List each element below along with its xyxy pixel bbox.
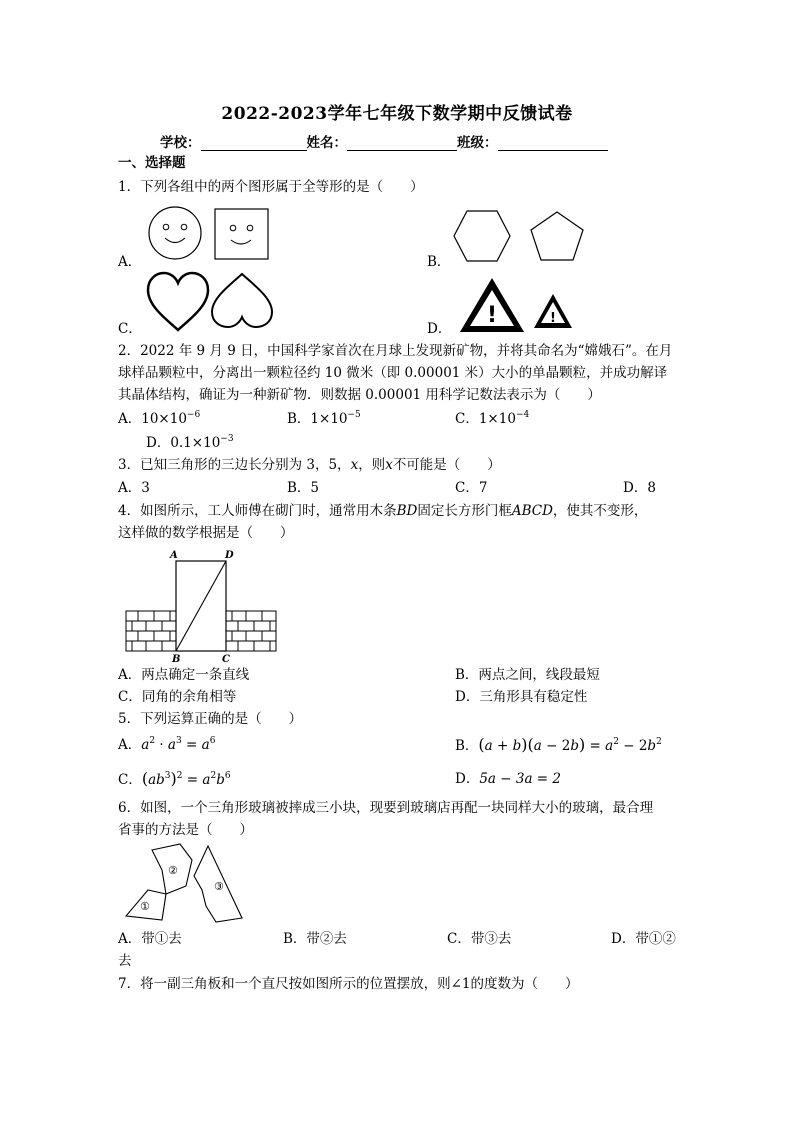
name-label: 姓名： [306, 135, 347, 151]
q3-option-b[interactable]: B．5 [287, 480, 320, 496]
school-blank[interactable] [201, 136, 307, 151]
q1-option-d[interactable]: D． [427, 321, 452, 337]
q6-option-d-wrap: 去 [118, 953, 132, 969]
name-blank[interactable] [347, 136, 457, 151]
q6-option-c[interactable]: C．带③去 [447, 931, 512, 947]
pentagon-figure [528, 210, 586, 262]
vertex-a-label: A [170, 550, 178, 561]
q3-option-d[interactable]: D．8 [623, 480, 656, 496]
q3-option-a[interactable]: A．3 [118, 480, 150, 496]
warning-glyph-large: ! [486, 303, 498, 328]
q7-stem: 7．将一副三角板和一个直尺按如图所示的位置摆放，则∠1的度数为（ ） [118, 976, 579, 992]
q1-option-c[interactable]: C． [118, 321, 142, 337]
door-frame-figure [122, 547, 280, 663]
q4-option-b[interactable]: B．两点之间，线段最短 [455, 667, 600, 683]
warning-sign-small [532, 292, 574, 330]
q5-option-b[interactable]: B．$(a + b)(a - 2b) = a^2 - 2b^2$ [455, 735, 662, 754]
exam-info-row [160, 131, 608, 151]
q2-option-a[interactable]: A．$10\times 10^{-6}$ [118, 410, 201, 427]
q1-option-b[interactable]: B． [427, 254, 451, 270]
q5-stem: 5．下列运算正确的是（ ） [118, 711, 303, 727]
q2-line-3: 其晶体结构，确证为一种新矿物．则数据 0.00001 用科学记数法表示为（ ） [118, 387, 601, 403]
q6-option-b[interactable]: B．带②去 [283, 931, 347, 947]
class-label: 班级： [457, 135, 498, 151]
q2-option-b[interactable]: B．$1\times 10^{-5}$ [287, 410, 361, 427]
q3-option-c[interactable]: C．7 [455, 480, 488, 496]
vertex-c-label: C [222, 654, 230, 665]
q1-option-a[interactable]: A． [118, 254, 142, 270]
q2-line-2: 球样品颗粒中，分离出一颗粒径约 10 微米（即 0.00001 米）大小的单晶颗粒，并成功解译 [118, 365, 668, 381]
warning-sign-large [458, 276, 526, 334]
q4-option-c[interactable]: C．同角的余角相等 [118, 689, 237, 705]
q4-line-2: 这样做的数学根据是（ ） [118, 525, 294, 541]
section-heading: 一、选择题 [118, 155, 186, 171]
vertex-b-label: B [172, 654, 181, 665]
warning-glyph-small: ! [550, 311, 556, 326]
q4-option-d[interactable]: D．三角形具有稳定性 [455, 689, 588, 705]
q6-option-d[interactable]: D．带①② [611, 931, 676, 947]
q2-option-d[interactable]: D．$0.1\times 10^{-3}$ [146, 434, 234, 451]
piece-1-label: ① [140, 900, 150, 913]
exam-title: 2022-2023学年七年级下数学期中反馈试卷 [221, 104, 573, 124]
q4-line-1: 4．如图所示，工人师傅在砌门时，通常用木条BD固定长方形门框ABCD，使其不变形， [118, 503, 648, 519]
q2-line-1: 2．2022 年 9 月 9 日，中国科学家首次在月球上发现新矿物，并将其命名为“嫦娥石”。在月 [118, 343, 673, 359]
q6-line-1: 6．如图，一个三角形玻璃被摔成三小块，现要到玻璃店再配一块同样大小的玻璃，最合理 [118, 800, 654, 816]
q6-line-2: 省事的方法是（ ） [118, 822, 253, 838]
smiley-face-figure [144, 205, 208, 261]
vertex-d-label: D [225, 550, 234, 561]
piece-2-label: ② [168, 864, 178, 877]
broken-glass-figure [122, 840, 248, 924]
q5-option-a[interactable]: A．$a^2 \cdot a^3 = a^6$ [118, 736, 216, 753]
q3-stem: 3．已知三角形的三边长分别为 3，5，x，则x不可能是（ ） [118, 457, 501, 473]
class-blank[interactable] [498, 136, 608, 151]
q5-option-c[interactable]: C．$(ab^3)^2 = a^2b^6$ [118, 769, 231, 788]
q5-option-d[interactable]: D．5a − 3a = 2 [455, 771, 561, 787]
square-face-figure [214, 208, 270, 260]
q6-option-a[interactable]: A．带①去 [118, 931, 182, 947]
piece-3-label: ③ [214, 880, 224, 893]
school-label: 学校： [160, 135, 201, 151]
q1-stem: 1．下列各组中的两个图形属于全等形的是（ ） [118, 179, 424, 195]
heart-figure-right [210, 272, 274, 328]
hexagon-figure [452, 210, 512, 262]
heart-figure-left [146, 272, 210, 332]
q2-option-c[interactable]: C．$1\times 10^{-4}$ [455, 410, 530, 427]
q4-option-a[interactable]: A．两点确定一条直线 [118, 667, 250, 683]
